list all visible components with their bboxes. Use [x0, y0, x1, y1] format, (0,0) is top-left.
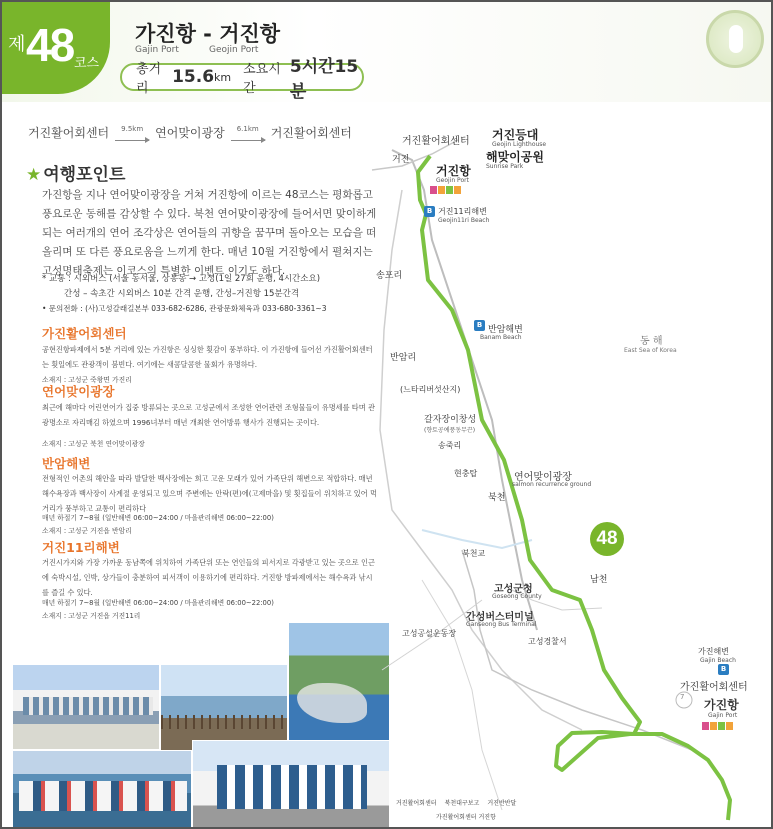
section-heading-text: 여행포인트 [43, 165, 126, 185]
contact-info: • 문의전화 : (사)고성갈래길본부 033-682-6286, 관광문화체육과 033-680-3361~3 [42, 304, 327, 313]
distance-value: 15.6 [172, 67, 215, 87]
map-label-gajin-port: 가진항 [704, 698, 739, 712]
legend-item: 북천대구보고 [444, 800, 480, 807]
river [422, 530, 532, 548]
course-suffix: 코스 [74, 56, 100, 71]
map-label-gajajang: 갈자장이창성 [424, 415, 477, 425]
map-label-gajin-port-en: Gajin Port [708, 712, 738, 719]
food-icon [446, 186, 453, 194]
route-leg-distance: 9.5km [121, 124, 144, 133]
map-label-beach11: 거진11리해변 [438, 207, 487, 216]
place-address: 소재지 : 고성군 거진읍 반암리 [42, 527, 132, 535]
map-label-sea-en: East Sea of Korea [624, 347, 677, 354]
route-leg [115, 125, 149, 141]
map-label-songjukri: 송죽리 [438, 441, 462, 450]
distance-unit: km [214, 70, 232, 84]
star-icon: ★ [26, 165, 42, 185]
map-label-geojin-port: 거진항 [436, 164, 471, 178]
route-stop: 거진활어회센터 [270, 126, 352, 140]
map-label-geojin-center: 거진활어회센터 [402, 136, 470, 147]
map-label-gajin-beach: 가진해변 [698, 647, 729, 656]
end-en-label: Geojin Port [209, 45, 259, 55]
time-value: 5시간15분 [289, 57, 359, 102]
map-label-terminal-en: Ganseong Bus Terminal [466, 621, 537, 628]
map-label-lighthouse-en: Geojin Lighthouse [492, 141, 547, 148]
route-map [362, 130, 772, 828]
toilet-icon [430, 186, 437, 194]
place-description: 전형적인 어촌의 해안을 따라 발달한 백사장에는 희고 고운 모래가 있어 가족단위 해변으로 적합하다. 매년 해수욕장과 백사장이 사계절 운영되고 있으며 주변에는 안락(편)에(고제마을) 및 횟집들이 위치하고 있어 먹거리가 풍부하고 교통이 편리하다 [42, 474, 377, 513]
map-label-bukcheon: 북천 [488, 493, 506, 503]
emblem-logo [706, 10, 764, 68]
transport-line-2: 간성 – 속초간 시외버스 10분 간격 운행, 간성–거진항 15분간격 [64, 289, 300, 299]
map-label-mushroom: (느타리버섯산지) [400, 385, 461, 394]
map-label-police: 고성경찰서 [528, 637, 567, 646]
map-label-salmon: 연어맞이광장 [514, 472, 572, 483]
map-label-geojin-port-en: Geojin Port [436, 177, 469, 184]
place-hours: 매년 하절기 7~8월 (일반해변 06:00~24:00 / 마을관리해변 06:00~22:00) [42, 514, 274, 522]
map-label-beach11-en: Geojin11ri Beach [438, 217, 490, 224]
legend-item: 거진항 [478, 814, 496, 821]
map-legend [396, 798, 516, 807]
map-label-songpo: 송포리 [376, 271, 403, 281]
toilet-icon [702, 722, 709, 730]
photo-harbor-boats [12, 750, 192, 828]
map-label-banamri: 반암리 [390, 353, 417, 363]
course-prefix: 제 [8, 34, 26, 55]
photo-market-building [192, 740, 390, 828]
map-label-gajin-center: 가진활어회센터 [680, 682, 748, 693]
map-label-sea: 동 해 [640, 336, 663, 347]
place-title: 연어맞이광장 [42, 384, 115, 399]
arrow-right-icon [231, 133, 265, 141]
beach-icon: B [424, 206, 435, 217]
place-description: 공현진항파제에서 5분 거리에 있는 가진항은 싱싱한 횟감이 풍부하다. 이 가진항에 들어선 가진활어회센터는 횟일에도 관광객이 붐빈다. 여기에는 새콤달콤한 물회가 유명하다. [42, 345, 373, 369]
legend-item: 거진활어회센터 [396, 800, 437, 807]
intro-text: 가진항을 지나 연어맞이광장을 거쳐 거진항에 이르는 48코스는 평화롭고 풍요로운 동해를 감상할 수 있다. 북천 연어맞이광장에 들어서면 맞이하게 되는 여러개의 연어 조각상은 연어들의 귀향을 꿈꾸며 돌아오는 모습을 떠올리며 또 다른 풍요로움을 느끼게 한다. 매년 10월 거진항에서 펼쳐지는 고성명태축제는 이코스의 특별한 이벤트 이기도 하다. [42, 189, 377, 277]
place-address: 소재지 : 고성군 거진읍 거진11리 [42, 612, 141, 620]
distance-label: 총거리 [136, 62, 162, 96]
lodging-icon [726, 722, 733, 730]
map-label-stadium: 고성공설운동장 [402, 629, 457, 638]
facility-icons [702, 722, 733, 730]
place-address: 소재지 : 고성군 북천 연어맞이광장 [42, 440, 145, 448]
photo-fish-market [12, 664, 160, 750]
map-label-banam-en: Banam Beach [480, 334, 522, 341]
route-stop: 연어맞이광장 [155, 126, 225, 140]
legend-item: 거진반반달 [487, 800, 517, 807]
map-legend-secondary [436, 812, 496, 821]
course-stats [120, 57, 364, 102]
course-number-marker: 48 [590, 522, 624, 556]
lodging-icon [454, 186, 461, 194]
map-label-sunrise-park-en: Sunrise Park [486, 163, 524, 170]
section-heading [26, 160, 125, 185]
facility-icons [430, 186, 461, 194]
place-title: 반암해변 [42, 456, 91, 471]
map-label-terminal: 간성버스터미널 [466, 612, 534, 623]
map-label-namcheon: 남천 [590, 575, 608, 585]
map-label-gajajang-sub: (향토공예풍동무끈) [424, 427, 476, 434]
map-label-hyeondeung: 현충탑 [454, 469, 478, 478]
beach-icon: B [718, 664, 729, 675]
legend-item: 가진활어회센터 [436, 814, 477, 821]
walking-route [418, 156, 730, 820]
route-leg [231, 125, 265, 141]
place-description: 거진시가지와 가장 가까운 동남쪽에 위치하여 가족단위 또는 연인들의 피서지로 각광받고 있는 곳으로 인근에 숙박시설, 인박, 상가들이 충분하여 피서객이 이용하기에 편리하다. 거진항 방파제에서는 해수욕과 낚시를 즐길 수 있다. [42, 558, 375, 597]
food-icon [718, 722, 725, 730]
route-summary [28, 124, 352, 141]
page-title: 가진항 - 거진항 [135, 22, 281, 46]
road [380, 190, 582, 730]
map-label-bukcheongyo: 북천교 [462, 549, 486, 558]
map-label-county: 고성군청 [494, 584, 533, 595]
road-number: 7 [680, 693, 685, 701]
place-address: 소재지 : 고성군 죽왕면 가진리 [42, 376, 132, 384]
header-band [2, 2, 773, 102]
transport-info [42, 272, 382, 302]
arrow-right-icon [115, 133, 149, 141]
map-label-gajin-beach-en: Gajin Beach [700, 657, 736, 664]
parking-icon [438, 186, 445, 194]
map-label-salmon-en: salmon recurrence ground [512, 481, 592, 488]
transport-line-1: * 교통 : 시외버스 (서울 동서울, 상봉동 → 고성(1일 27회 운행, 4시간소요) [42, 274, 321, 284]
course-number: 48 [26, 19, 74, 71]
time-label: 소요시간 [243, 62, 281, 96]
route-stop: 거진활어회센터 [28, 126, 110, 140]
start-en-label: Gajin Port [135, 45, 179, 55]
place-hours: 매년 하절기 7~8월 (일반해변 06:00~24:00 / 마을관리해변 06:00~22:00) [42, 599, 274, 607]
place-title: 가진활어회센터 [42, 326, 127, 341]
map-label-banam: 반암해변 [488, 325, 523, 335]
place-description: 최근에 해마다 어린연어가 집중 방류되는 곳으로 고성군에서 조성한 연어관련 조형물들이 유명세를 타며 관광명소로 자리매김 하였으며 1996녀부터 매년 개최한 연어방류 행사가 진행되는 곳이다. [42, 403, 375, 427]
map-label-sunrise-park: 해맞이공원 [486, 150, 544, 164]
beach-icon: B [474, 320, 485, 331]
map-label-geojin-town: 거진 [392, 155, 410, 165]
map-label-county-en: Goseong County [492, 593, 542, 600]
map-label-lighthouse: 거진등대 [492, 128, 539, 142]
parking-icon [710, 722, 717, 730]
route-leg-distance: 6.1km [236, 124, 259, 133]
place-title: 거진11리해변 [42, 540, 120, 555]
